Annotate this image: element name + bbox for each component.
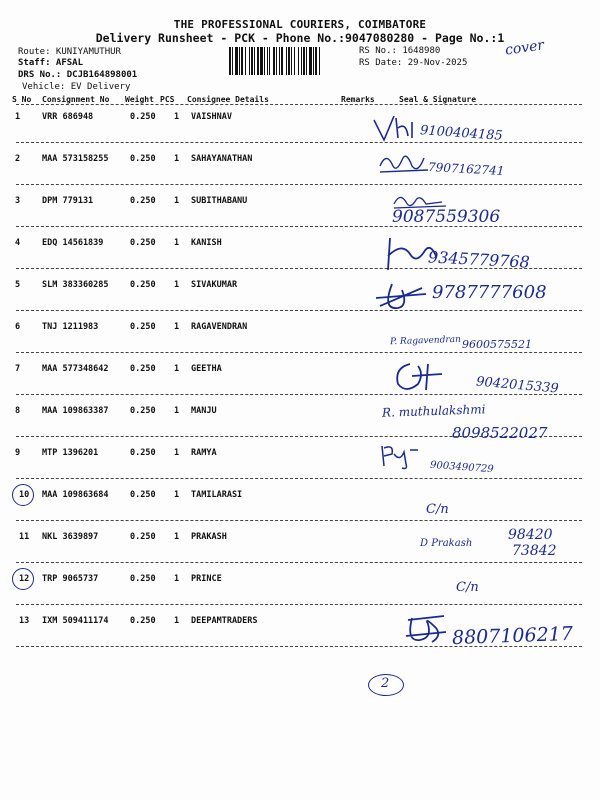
signature-4-phone: 9345779768 bbox=[427, 247, 531, 272]
signature-2-phone: 7907162741 bbox=[427, 160, 505, 178]
row-consignee: MANJU bbox=[191, 406, 217, 416]
signature-9-phone: 9003490729 bbox=[429, 459, 494, 476]
row-consignee: PRINCE bbox=[191, 574, 222, 584]
row-sno: 4 bbox=[15, 238, 21, 248]
signature-6-name: P. Ragavendran bbox=[389, 334, 462, 348]
signature-6-phone: 9600575521 bbox=[462, 338, 532, 351]
row-weight: 0.250 bbox=[130, 448, 156, 458]
row-weight: 0.250 bbox=[130, 154, 156, 164]
signature-1-phone: 9100404185 bbox=[419, 123, 504, 144]
row-weight: 0.250 bbox=[130, 322, 156, 332]
row-consignee: PRAKASH bbox=[191, 532, 227, 542]
row-consignment-no: EDQ 14561839 bbox=[42, 238, 104, 248]
row-consignee: KANISH bbox=[191, 238, 222, 248]
row-consignment-no: MAA 109863684 bbox=[42, 490, 109, 500]
row-consignment-no: MAA 573158255 bbox=[42, 154, 109, 164]
row-consignment-no: NKL 3639897 bbox=[42, 532, 99, 542]
row-divider bbox=[16, 562, 582, 563]
staff-label: Staff: AFSAL bbox=[18, 58, 84, 68]
signature-12-note: C/n bbox=[456, 580, 479, 595]
row-weight: 0.250 bbox=[130, 616, 156, 626]
rs-no-label: RS No.: 1648980 bbox=[359, 46, 441, 56]
signature-8-phone: 8098522027 bbox=[452, 424, 548, 442]
row-consignment-no: IXM 509411174 bbox=[42, 616, 109, 626]
row-divider bbox=[16, 184, 582, 185]
row-pcs: 1 bbox=[174, 490, 180, 500]
row-consignee: TAMILARASI bbox=[191, 490, 243, 500]
row-sno: 6 bbox=[15, 322, 21, 332]
row-sno: 11 bbox=[19, 532, 30, 542]
row-sno: 9 bbox=[15, 448, 21, 458]
sno-circle-mark bbox=[12, 568, 34, 590]
row-consignee: SIVAKUMAR bbox=[191, 280, 238, 290]
col-signature: Seal & Signature bbox=[399, 95, 477, 104]
row-consignee: RAGAVENDRAN bbox=[191, 322, 248, 332]
rs-date-label: RS Date: 29-Nov-2025 bbox=[359, 58, 468, 68]
col-sno: S No bbox=[12, 95, 32, 104]
signature-3-phone: 9087559306 bbox=[392, 207, 501, 227]
row-consignment-no: SLM 383360285 bbox=[42, 280, 109, 290]
row-weight: 0.250 bbox=[130, 406, 156, 416]
row-weight: 0.250 bbox=[130, 490, 156, 500]
row-consignment-no: TRP 9065737 bbox=[42, 574, 99, 584]
row-divider bbox=[16, 394, 582, 395]
row-divider bbox=[16, 478, 582, 479]
row-consignment-no: MAA 109863387 bbox=[42, 406, 109, 416]
row-sno: 8 bbox=[15, 406, 21, 416]
row-sno: 5 bbox=[15, 280, 21, 290]
row-consignee: SUBITHABANU bbox=[191, 196, 248, 206]
row-divider bbox=[16, 310, 582, 311]
signature-9-scribble bbox=[378, 440, 422, 470]
row-pcs: 1 bbox=[174, 406, 180, 416]
row-weight: 0.250 bbox=[130, 364, 156, 374]
row-weight: 0.250 bbox=[130, 280, 156, 290]
row-pcs: 1 bbox=[174, 322, 180, 332]
col-weight: Weight bbox=[125, 95, 154, 104]
signature-11-name: D Prakash bbox=[420, 538, 473, 549]
signature-5-phone: 9787777608 bbox=[432, 282, 547, 303]
row-divider bbox=[16, 352, 582, 353]
signature-5-scribble bbox=[372, 280, 432, 314]
signature-11-phone-b: 73842 bbox=[512, 543, 557, 559]
row-pcs: 1 bbox=[174, 196, 180, 206]
sno-circle-mark bbox=[12, 484, 34, 506]
row-consignee: GEETHA bbox=[191, 364, 222, 374]
col-consignment: Consignment No bbox=[42, 95, 110, 104]
row-pcs: 1 bbox=[174, 280, 180, 290]
signature-11-phone-a: 98420 bbox=[508, 527, 553, 543]
row-consignment-no: DPM 779131 bbox=[42, 196, 94, 206]
drs-label: DRS No.: DCJB164898001 bbox=[18, 70, 138, 80]
row-consignee: VAISHNAV bbox=[191, 112, 232, 122]
signature-7-scribble bbox=[392, 358, 448, 396]
row-sno: 2 bbox=[15, 154, 21, 164]
signature-8-name: R. muthulakshmi bbox=[381, 402, 486, 420]
company-title: THE PROFESSIONAL COURIERS, COIMBATORE bbox=[173, 18, 427, 31]
row-sno: 3 bbox=[15, 196, 21, 206]
col-consignee: Consignee Details bbox=[187, 95, 269, 104]
row-consignment-no: VRR 686948 bbox=[42, 112, 94, 122]
runsheet-subtitle: Delivery Runsheet - PCK - Phone No.:9047080280 - Page No.:1 bbox=[95, 31, 505, 45]
header-divider bbox=[16, 104, 582, 105]
row-sno: 10 bbox=[19, 490, 30, 500]
row-consignee: DEEPAMTRADERS bbox=[191, 616, 258, 626]
signature-13-phone: 8807106217 bbox=[451, 622, 574, 650]
row-consignment-no: MAA 577348642 bbox=[42, 364, 109, 374]
row-pcs: 1 bbox=[174, 238, 180, 248]
row-sno: 12 bbox=[19, 574, 30, 584]
row-divider bbox=[16, 520, 582, 521]
row-pcs: 1 bbox=[174, 364, 180, 374]
row-consignment-no: TNJ 1211983 bbox=[42, 322, 99, 332]
row-consignee: SAHAYANATHAN bbox=[191, 154, 253, 164]
row-consignment-no: MTP 1396201 bbox=[42, 448, 99, 458]
row-pcs: 1 bbox=[174, 448, 180, 458]
row-weight: 0.250 bbox=[130, 532, 156, 542]
col-remarks: Remarks bbox=[341, 95, 375, 104]
page-mark-number: 2 bbox=[381, 676, 390, 691]
signature-7-phone: 9042015339 bbox=[475, 374, 560, 397]
signature-13-scribble bbox=[402, 612, 450, 648]
row-weight: 0.250 bbox=[130, 112, 156, 122]
row-sno: 7 bbox=[15, 364, 21, 374]
row-pcs: 1 bbox=[174, 154, 180, 164]
row-consignee: RAMYA bbox=[191, 448, 217, 458]
barcode bbox=[229, 47, 357, 75]
col-pcs: PCS bbox=[160, 95, 175, 104]
row-pcs: 1 bbox=[174, 616, 180, 626]
row-pcs: 1 bbox=[174, 112, 180, 122]
cover-note: cover bbox=[504, 37, 546, 59]
row-divider bbox=[16, 604, 582, 605]
row-pcs: 1 bbox=[174, 574, 180, 584]
row-sno: 1 bbox=[15, 112, 21, 122]
row-weight: 0.250 bbox=[130, 196, 156, 206]
row-weight: 0.250 bbox=[130, 574, 156, 584]
barcode-bar bbox=[320, 47, 323, 75]
vehicle-label: Vehicle: EV Delivery bbox=[22, 82, 131, 92]
signature-10-note: C/n bbox=[426, 502, 449, 517]
row-pcs: 1 bbox=[174, 532, 180, 542]
row-weight: 0.250 bbox=[130, 238, 156, 248]
row-sno: 13 bbox=[19, 616, 30, 626]
route-label: Route: KUNIYAMUTHUR bbox=[18, 47, 121, 57]
